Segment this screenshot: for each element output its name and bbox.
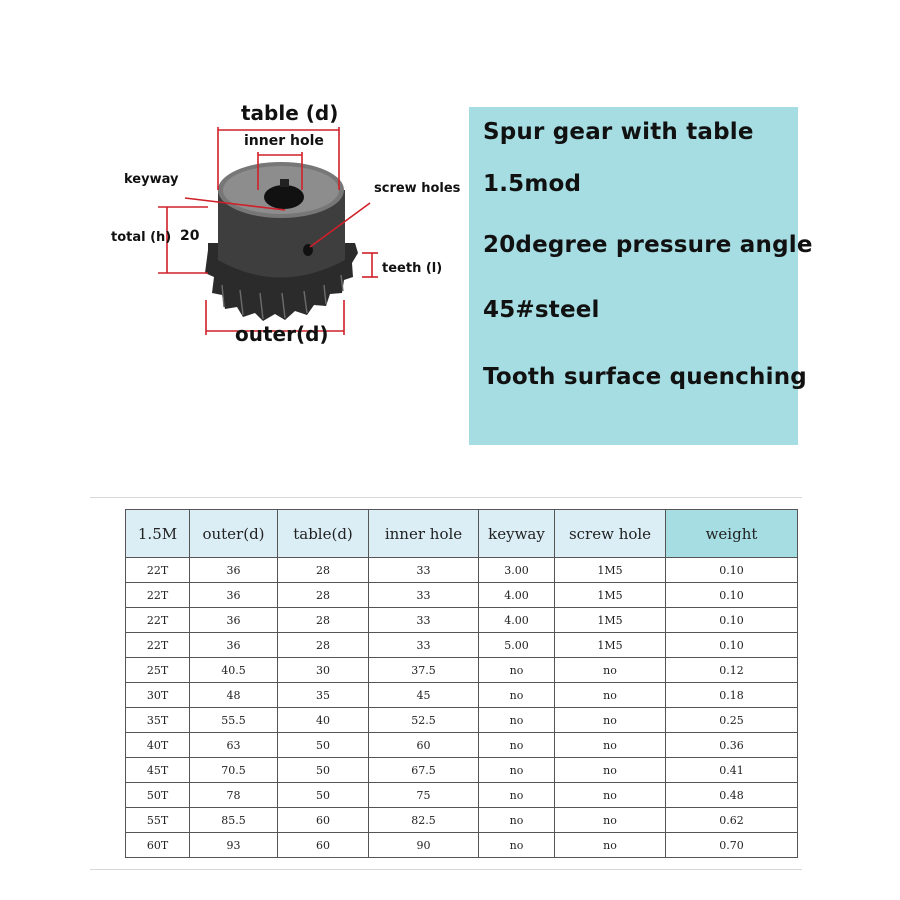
cell-table-d: 50 bbox=[278, 733, 369, 758]
header-weight: weight bbox=[666, 510, 798, 558]
page-rule-bottom bbox=[90, 869, 802, 870]
cell-size: 60T bbox=[126, 833, 190, 858]
table-row bbox=[126, 683, 798, 708]
page-rule-top bbox=[90, 497, 802, 498]
table-row bbox=[126, 808, 798, 833]
cell-keyway: no bbox=[479, 708, 555, 733]
cell-size: 22T bbox=[126, 633, 190, 658]
cell-inner-hole: 33 bbox=[369, 583, 479, 608]
cell-keyway: no bbox=[479, 808, 555, 833]
header-table-d: table(d) bbox=[278, 510, 369, 558]
cell-keyway: 4.00 bbox=[479, 608, 555, 633]
gear-spec-table bbox=[125, 509, 798, 858]
cell-keyway: no bbox=[479, 833, 555, 858]
cell-screw-hole: no bbox=[555, 733, 666, 758]
header-outer-d: outer(d) bbox=[190, 510, 278, 558]
cell-inner-hole: 33 bbox=[369, 633, 479, 658]
cell-table-d: 60 bbox=[278, 808, 369, 833]
cell-table-d: 28 bbox=[278, 583, 369, 608]
cell-inner-hole: 37.5 bbox=[369, 658, 479, 683]
cell-size: 30T bbox=[126, 683, 190, 708]
cell-keyway: no bbox=[479, 783, 555, 808]
label-outer-d: outer(d) bbox=[235, 322, 329, 346]
cell-keyway: no bbox=[479, 658, 555, 683]
cell-table-d: 50 bbox=[278, 758, 369, 783]
spec-material: 45#steel bbox=[483, 297, 600, 323]
cell-keyway: 5.00 bbox=[479, 633, 555, 658]
cell-outer-d: 70.5 bbox=[190, 758, 278, 783]
cell-weight: 0.12 bbox=[666, 658, 798, 683]
table-row bbox=[126, 783, 798, 808]
cell-table-d: 60 bbox=[278, 833, 369, 858]
cell-inner-hole: 90 bbox=[369, 833, 479, 858]
label-teeth-l: teeth (l) bbox=[382, 261, 443, 276]
spec-panel bbox=[469, 107, 813, 445]
label-twenty: 20 bbox=[180, 228, 200, 244]
keyway-slot bbox=[280, 179, 289, 187]
gear-hub bbox=[218, 162, 345, 278]
header-screw-hole: screw hole bbox=[555, 510, 666, 558]
cell-weight: 0.25 bbox=[666, 708, 798, 733]
label-table-d: table (d) bbox=[241, 101, 339, 125]
cell-keyway: no bbox=[479, 733, 555, 758]
table-row bbox=[126, 583, 798, 608]
cell-weight: 0.10 bbox=[666, 608, 798, 633]
label-total-h: total (h) bbox=[111, 230, 172, 245]
spec-title: Spur gear with table bbox=[483, 119, 754, 145]
cell-outer-d: 85.5 bbox=[190, 808, 278, 833]
cell-outer-d: 55.5 bbox=[190, 708, 278, 733]
cell-screw-hole: no bbox=[555, 808, 666, 833]
inner-hole-opening bbox=[264, 185, 304, 209]
header-size: 1.5M bbox=[126, 510, 190, 558]
cell-inner-hole: 60 bbox=[369, 733, 479, 758]
spec-treatment: Tooth surface quenching bbox=[483, 364, 807, 390]
cell-weight: 0.10 bbox=[666, 633, 798, 658]
cell-outer-d: 63 bbox=[190, 733, 278, 758]
cell-table-d: 40 bbox=[278, 708, 369, 733]
cell-weight: 0.41 bbox=[666, 758, 798, 783]
cell-inner-hole: 33 bbox=[369, 558, 479, 583]
cell-table-d: 28 bbox=[278, 633, 369, 658]
cell-size: 50T bbox=[126, 783, 190, 808]
label-inner-hole: inner hole bbox=[244, 133, 324, 149]
cell-weight: 0.36 bbox=[666, 733, 798, 758]
cell-screw-hole: no bbox=[555, 658, 666, 683]
cell-screw-hole: no bbox=[555, 683, 666, 708]
table-body bbox=[126, 558, 798, 858]
cell-size: 22T bbox=[126, 608, 190, 633]
cell-inner-hole: 67.5 bbox=[369, 758, 479, 783]
cell-screw-hole: 1M5 bbox=[555, 608, 666, 633]
cell-inner-hole: 82.5 bbox=[369, 808, 479, 833]
cell-screw-hole: no bbox=[555, 708, 666, 733]
cell-size: 22T bbox=[126, 583, 190, 608]
cell-size: 22T bbox=[126, 558, 190, 583]
cell-size: 35T bbox=[126, 708, 190, 733]
table-row bbox=[126, 608, 798, 633]
table-row bbox=[126, 633, 798, 658]
cell-inner-hole: 45 bbox=[369, 683, 479, 708]
label-screw-holes: screw holes bbox=[374, 181, 461, 196]
cell-outer-d: 93 bbox=[190, 833, 278, 858]
cell-weight: 0.10 bbox=[666, 583, 798, 608]
header-inner-hole: inner hole bbox=[369, 510, 479, 558]
cell-screw-hole: no bbox=[555, 833, 666, 858]
cell-keyway: 4.00 bbox=[479, 583, 555, 608]
cell-screw-hole: no bbox=[555, 758, 666, 783]
cell-outer-d: 36 bbox=[190, 583, 278, 608]
cell-inner-hole: 75 bbox=[369, 783, 479, 808]
table-row bbox=[126, 758, 798, 783]
cell-size: 25T bbox=[126, 658, 190, 683]
cell-screw-hole: 1M5 bbox=[555, 558, 666, 583]
label-keyway: keyway bbox=[124, 172, 179, 187]
cell-screw-hole: 1M5 bbox=[555, 633, 666, 658]
spec-module: 1.5mod bbox=[483, 171, 582, 197]
table-row bbox=[126, 558, 798, 583]
cell-weight: 0.62 bbox=[666, 808, 798, 833]
gear-illustration bbox=[100, 95, 470, 365]
cell-screw-hole: 1M5 bbox=[555, 583, 666, 608]
cell-size: 40T bbox=[126, 733, 190, 758]
cell-weight: 0.48 bbox=[666, 783, 798, 808]
cell-keyway: no bbox=[479, 758, 555, 783]
cell-table-d: 50 bbox=[278, 783, 369, 808]
cell-size: 55T bbox=[126, 808, 190, 833]
cell-inner-hole: 52.5 bbox=[369, 708, 479, 733]
table-row bbox=[126, 833, 798, 858]
cell-keyway: 3.00 bbox=[479, 558, 555, 583]
cell-outer-d: 78 bbox=[190, 783, 278, 808]
cell-table-d: 28 bbox=[278, 558, 369, 583]
cell-table-d: 35 bbox=[278, 683, 369, 708]
cell-outer-d: 48 bbox=[190, 683, 278, 708]
cell-weight: 0.70 bbox=[666, 833, 798, 858]
cell-size: 45T bbox=[126, 758, 190, 783]
cell-weight: 0.18 bbox=[666, 683, 798, 708]
cell-weight: 0.10 bbox=[666, 558, 798, 583]
cell-table-d: 30 bbox=[278, 658, 369, 683]
spec-pressure-angle: 20degree pressure angle bbox=[483, 232, 813, 258]
cell-keyway: no bbox=[479, 683, 555, 708]
cell-outer-d: 36 bbox=[190, 608, 278, 633]
header-keyway: keyway bbox=[479, 510, 555, 558]
cell-table-d: 28 bbox=[278, 608, 369, 633]
cell-outer-d: 40.5 bbox=[190, 658, 278, 683]
cell-screw-hole: no bbox=[555, 783, 666, 808]
table-row bbox=[126, 733, 798, 758]
cell-outer-d: 36 bbox=[190, 633, 278, 658]
table-row bbox=[126, 658, 798, 683]
table-header-row bbox=[126, 510, 798, 558]
table-row bbox=[126, 708, 798, 733]
cell-inner-hole: 33 bbox=[369, 608, 479, 633]
cell-outer-d: 36 bbox=[190, 558, 278, 583]
